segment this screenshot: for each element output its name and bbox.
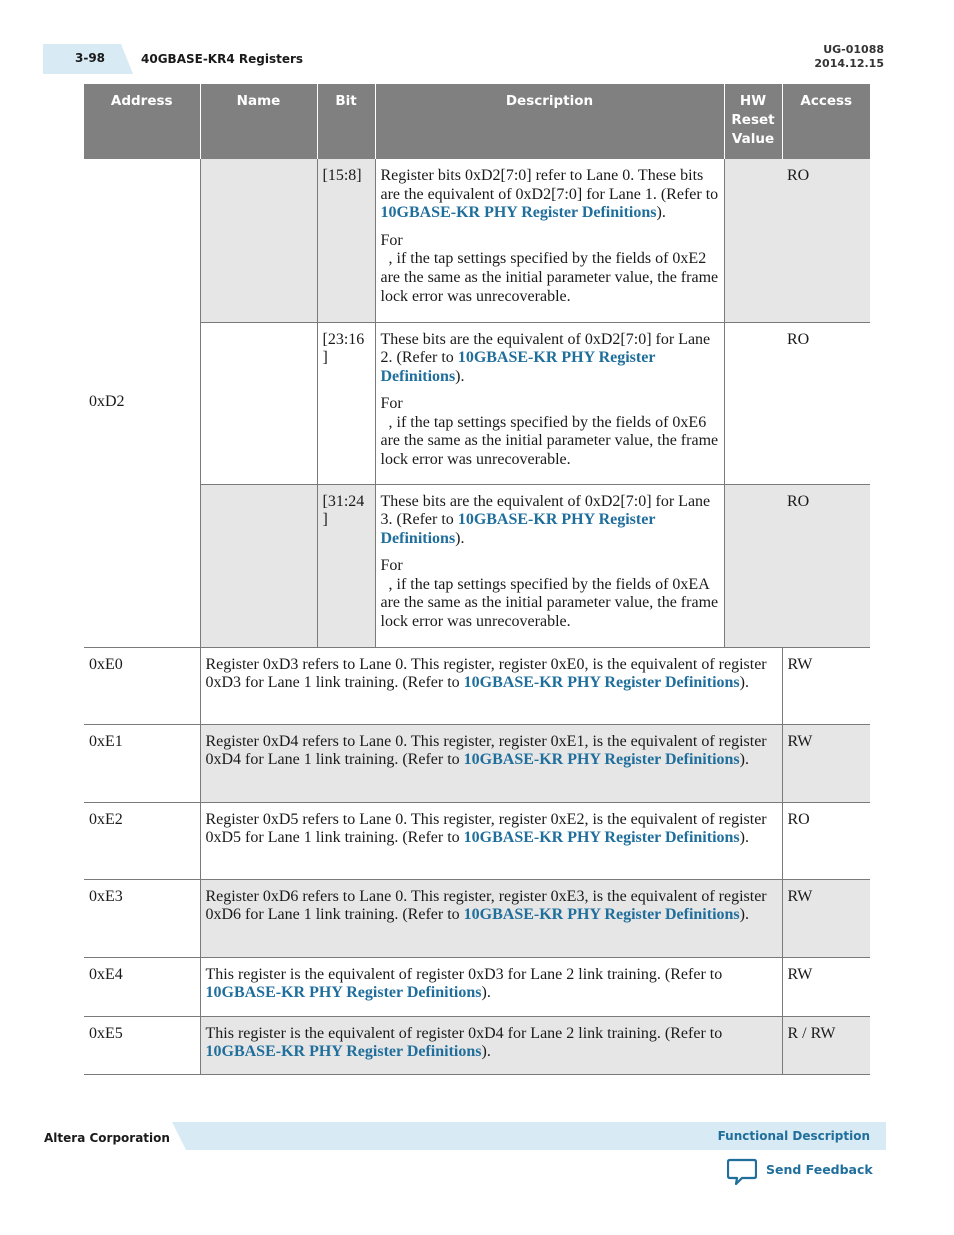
- column-header-bit: Bit: [317, 84, 375, 159]
- table-header-row: [84, 84, 870, 159]
- register-definitions-link[interactable]: 10GBASE-KR PHY Register Definitions: [205, 984, 482, 1002]
- page-number: 3-98: [75, 51, 106, 65]
- register-definitions-link[interactable]: 10GBASE-KR PHY Register Definitions: [380, 204, 657, 222]
- table-row: [84, 159, 870, 322]
- address-cell: 0xE5: [84, 1016, 200, 1074]
- address-cell: 0xE4: [84, 957, 200, 1016]
- column-header-name: Name: [200, 84, 317, 159]
- bit-cell: [15:8]: [317, 159, 375, 322]
- register-definitions-link[interactable]: 10GBASE-KR PHY Register Definitions: [463, 829, 740, 847]
- document-id: UG-01088: [823, 43, 884, 56]
- register-definitions-link[interactable]: 10GBASE-KR PHY Register Definitions: [380, 349, 656, 385]
- address-cell: 0xE0: [84, 647, 200, 724]
- column-header-access: Access: [782, 84, 870, 159]
- description-cell: Register 0xD4 refers to Lane 0. This register, register 0xE1, is the equivalent of register 0xD4 for Lane 1 link training. (Refer to 10GBASE-KR PHY Register Definitions).: [200, 724, 782, 802]
- address-cell: 0xD2: [84, 159, 200, 647]
- description-cell: Register 0xD3 refers to Lane 0. This register, register 0xE0, is the equivalent of register 0xD3 for Lane 1 link training. (Refer to 10GBASE-KR PHY Register Definitions).: [200, 647, 782, 724]
- table-row: [84, 484, 870, 647]
- description-cell: Register 0xD6 refers to Lane 0. This register, register 0xE3, is the equivalent of register 0xD6 for Lane 1 link training. (Refer to 10GBASE-KR PHY Register Definitions).: [200, 879, 782, 957]
- column-header-description: Description: [375, 84, 724, 159]
- table-row: [84, 957, 870, 1016]
- register-table: [84, 84, 870, 1075]
- register-definitions-link[interactable]: 10GBASE-KR PHY Register Definitions: [463, 751, 740, 769]
- table-row: [84, 879, 870, 957]
- description-cell: These bits are the equivalent of 0xD2[7:0] for Lane 3. (Refer to 10GBASE-KR PHY Register Definitions). For , if the tap settings specified by the fields of 0xEA are the same as the initial parameter value, the frame lock error was unrecoverable.: [375, 484, 724, 647]
- description-cell: This register is the equivalent of register 0xD4 for Lane 2 link training. (Refer to 10GBASE-KR PHY Register Definitions).: [200, 1016, 782, 1074]
- table-row: [84, 1016, 870, 1074]
- access-cell: RO: [782, 484, 870, 647]
- section-title: 40GBASE-KR4 Registers: [141, 52, 304, 66]
- send-feedback-button[interactable]: [727, 1158, 873, 1188]
- address-cell: 0xE1: [84, 724, 200, 802]
- hw-reset-value-cell: [724, 484, 782, 647]
- description-cell: These bits are the equivalent of 0xD2[7:0] for Lane 2. (Refer to 10GBASE-KR PHY Register Definitions). For , if the tap settings specified by the fields of 0xE6 are the same as the initial parameter value, the frame lock error was unrecoverable.: [375, 322, 724, 484]
- access-cell: RW: [782, 724, 870, 802]
- hw-reset-value-cell: [724, 322, 782, 484]
- access-cell: R / RW: [782, 1016, 870, 1074]
- document-date: 2014.12.15: [814, 57, 884, 70]
- description-cell: Register bits 0xD2[7:0] refer to Lane 0. These bits are the equivalent of 0xD2[7:0] for Lane 1. (Refer to 10GBASE-KR PHY Register Definitions). For , if the tap settings specified by the fields of 0xE2 are the same as the initial parameter value, the frame lock error was unrecoverable.: [375, 159, 724, 322]
- address-cell: 0xE3: [84, 879, 200, 957]
- table-row: [84, 802, 870, 879]
- access-cell: RO: [782, 802, 870, 879]
- register-definitions-link[interactable]: 10GBASE-KR PHY Register Definitions: [463, 906, 740, 924]
- access-cell: RO: [782, 322, 870, 484]
- access-cell: RW: [782, 647, 870, 724]
- document-id-block: [814, 43, 884, 71]
- table-row: [84, 322, 870, 484]
- register-definitions-link[interactable]: 10GBASE-KR PHY Register Definitions: [463, 674, 740, 692]
- send-feedback-label: Send Feedback: [766, 1162, 873, 1177]
- name-cell: [200, 159, 317, 322]
- speech-bubble-icon: [727, 1158, 757, 1186]
- column-header-address: Address: [84, 84, 200, 159]
- table-row: [84, 724, 870, 802]
- register-definitions-link[interactable]: 10GBASE-KR PHY Register Definitions: [380, 511, 656, 547]
- bit-cell: [23:16 ]: [317, 322, 375, 484]
- description-cell: This register is the equivalent of register 0xD3 for Lane 2 link training. (Refer to 10GBASE-KR PHY Register Definitions).: [200, 957, 782, 1016]
- hw-reset-value-cell: [724, 159, 782, 322]
- bit-cell: [31:24 ]: [317, 484, 375, 647]
- access-cell: RW: [782, 957, 870, 1016]
- access-cell: RW: [782, 879, 870, 957]
- name-cell: [200, 484, 317, 647]
- name-cell: [200, 322, 317, 484]
- description-cell: Register 0xD5 refers to Lane 0. This register, register 0xE2, is the equivalent of register 0xD5 for Lane 1 link training. (Refer to 10GBASE-KR PHY Register Definitions).: [200, 802, 782, 879]
- functional-description-link[interactable]: Functional Description: [717, 1129, 870, 1143]
- register-definitions-link[interactable]: 10GBASE-KR PHY Register Definitions: [205, 1043, 482, 1061]
- address-cell: 0xE2: [84, 802, 200, 879]
- access-cell: RO: [782, 159, 870, 322]
- table-row: [84, 647, 870, 724]
- column-header-hw-reset-value: HW Reset Value: [724, 84, 782, 159]
- footer-company: Altera Corporation: [44, 1131, 170, 1145]
